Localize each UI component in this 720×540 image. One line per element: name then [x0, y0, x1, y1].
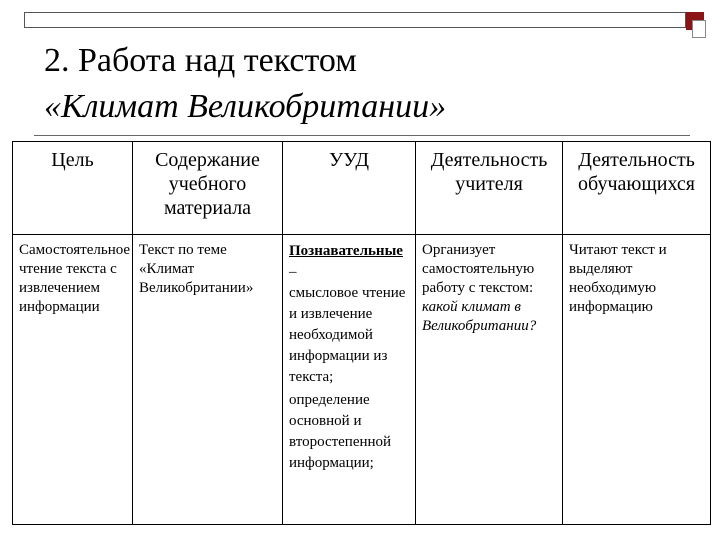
decorative-square-white [692, 20, 706, 38]
lesson-table [12, 141, 711, 525]
teacher-text: Организует самостоятельную работу с текстом: [422, 242, 535, 296]
header-goal: Цель [13, 142, 133, 235]
cell-goal: Самостоятельное чтение текста с извлечением информации [13, 235, 133, 525]
uud-item-1: смысловое чтение и извлечение необходимой информации из текста; [289, 285, 406, 385]
slide-title [44, 38, 446, 130]
cell-material: Текст по теме «Климат Великобритании» [133, 235, 283, 525]
cell-uud [283, 235, 416, 525]
header-material: Содержание учебного материала [133, 142, 283, 235]
title-line-2: «Климат Великобритании» [44, 88, 447, 125]
cell-student-activity: Читают текст и выделяют необходимую информацию [563, 235, 711, 525]
uud-heading-line [289, 241, 411, 283]
cell-teacher-activity [416, 235, 563, 525]
uud-item-2: определение основной и второстепенной информации; [289, 392, 392, 471]
header-student-activity: Деятельность обучающихся [563, 142, 711, 235]
header-teacher-activity: Деятельность учителя [416, 142, 563, 235]
teacher-question: какой климат в Великобритании? [422, 299, 537, 334]
table-row [13, 235, 711, 525]
title-divider [34, 135, 690, 136]
uud-heading: Познавательные [289, 243, 403, 259]
header-uud: УУД [283, 142, 416, 235]
table-header-row [13, 142, 711, 235]
top-decorative-bar [24, 12, 686, 28]
title-line-1: 2. Работа над текстом [44, 42, 357, 79]
uud-dash: – [289, 264, 297, 280]
